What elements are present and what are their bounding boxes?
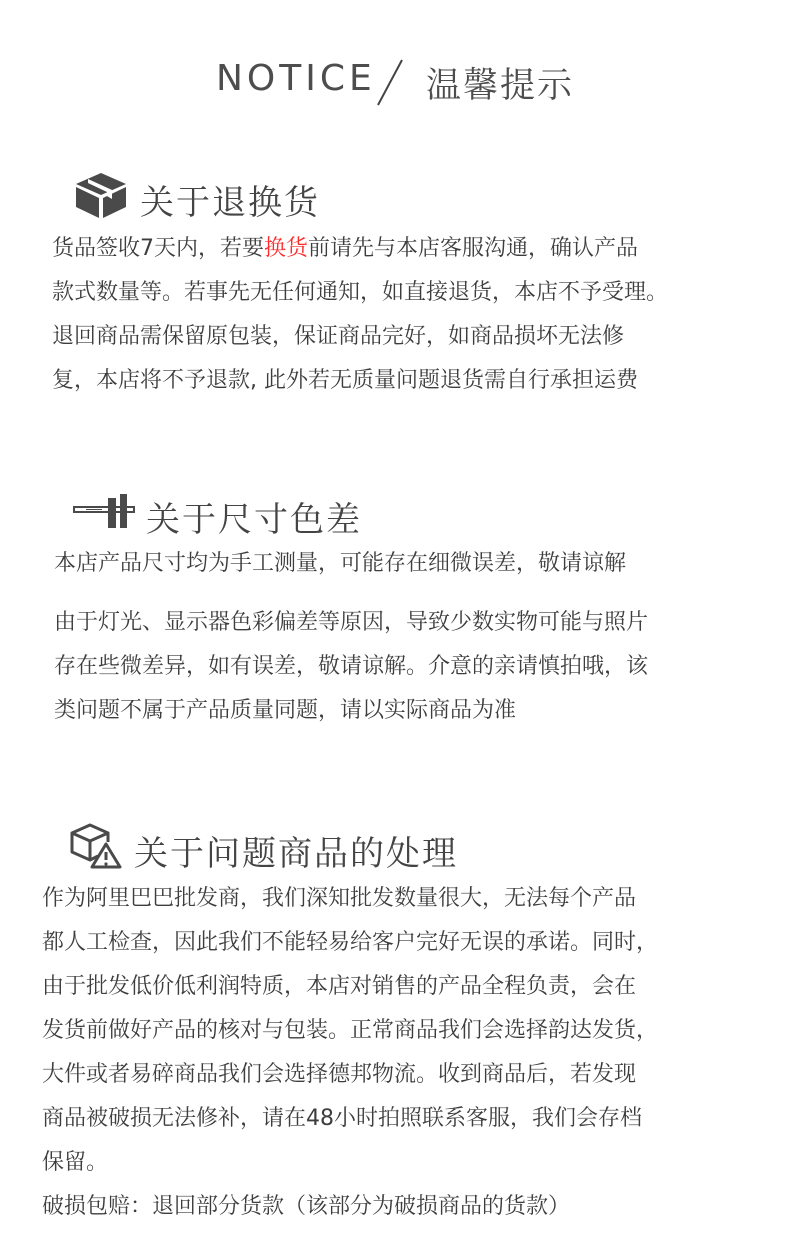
- section-title-size-color: 关于尺寸色差: [146, 500, 362, 540]
- problem-paragraph-line: 商品被破损无法修补，请在48小时拍照联系客服，我们会存档: [42, 1106, 642, 1131]
- returns-paragraph-line: 退回商品需保留原包装，保证商品完好，如商品损坏无法修: [52, 324, 625, 349]
- title-divider-slash: [370, 58, 410, 108]
- problem-paragraph-line: 发货前做好产品的核对与包装。正常商品我们会选择韵达发货，: [42, 1018, 659, 1043]
- returns-paragraph-line-1: [52, 227, 638, 271]
- damaged-package-warning-icon: [68, 822, 122, 870]
- size-paragraph-line: 存在些微差异，如有误差，敬请谅解。介意的亲请慎拍哦，该: [54, 654, 649, 679]
- size-paragraph-line: 本店产品尺寸均为手工测量，可能存在细微误差，敬请谅解: [54, 551, 627, 576]
- problem-paragraph-line: 作为阿里巴巴批发商，我们深知批发数量很大，无法每个产品: [42, 886, 637, 911]
- section-title-returns: 关于退换货: [140, 183, 320, 223]
- damage-compensation-line: 破损包赔：退回部分货款（该部分为破损商品的货款）: [42, 1194, 571, 1219]
- section-title-problem-goods: 关于问题商品的处理: [134, 834, 458, 874]
- problem-paragraph-line: 保留。: [42, 1150, 109, 1175]
- returns-line1-start: 货品签收7天内，若要: [52, 236, 264, 261]
- returns-highlight-exchange: 换货: [264, 236, 309, 261]
- problem-paragraph-line: 都人工检查，因此我们不能轻易给客户完好无误的承诺。同时，: [42, 930, 659, 955]
- size-paragraph-line: 由于灯光、显示器色彩偏差等原因，导致少数实物可能与照片: [54, 610, 649, 635]
- notice-title-en: NOTICE: [216, 58, 376, 99]
- package-box-icon: [74, 170, 128, 220]
- returns-paragraph-line: 复，本店将不予退款, 此外若无质量问题退货需自行承担运费: [52, 368, 638, 393]
- problem-paragraph-line: 由于批发低价低利润特质，本店对销售的产品全程负责，会在: [42, 974, 637, 999]
- size-paragraph-line: 类问题不属于产品质量同题，请以实际商品为准: [54, 698, 517, 723]
- caliper-icon: [72, 492, 136, 532]
- notice-title-cn: 温馨提示: [426, 66, 575, 106]
- returns-paragraph-line: 款式数量等。若事先无任何通知，如直接退货，本店不予受理。: [52, 280, 669, 305]
- returns-line1-end: 前请先与本店客服沟通，确认产品: [308, 236, 639, 261]
- problem-paragraph-line: 大件或者易碎商品我们会选择德邦物流。收到商品后，若发现: [42, 1062, 637, 1087]
